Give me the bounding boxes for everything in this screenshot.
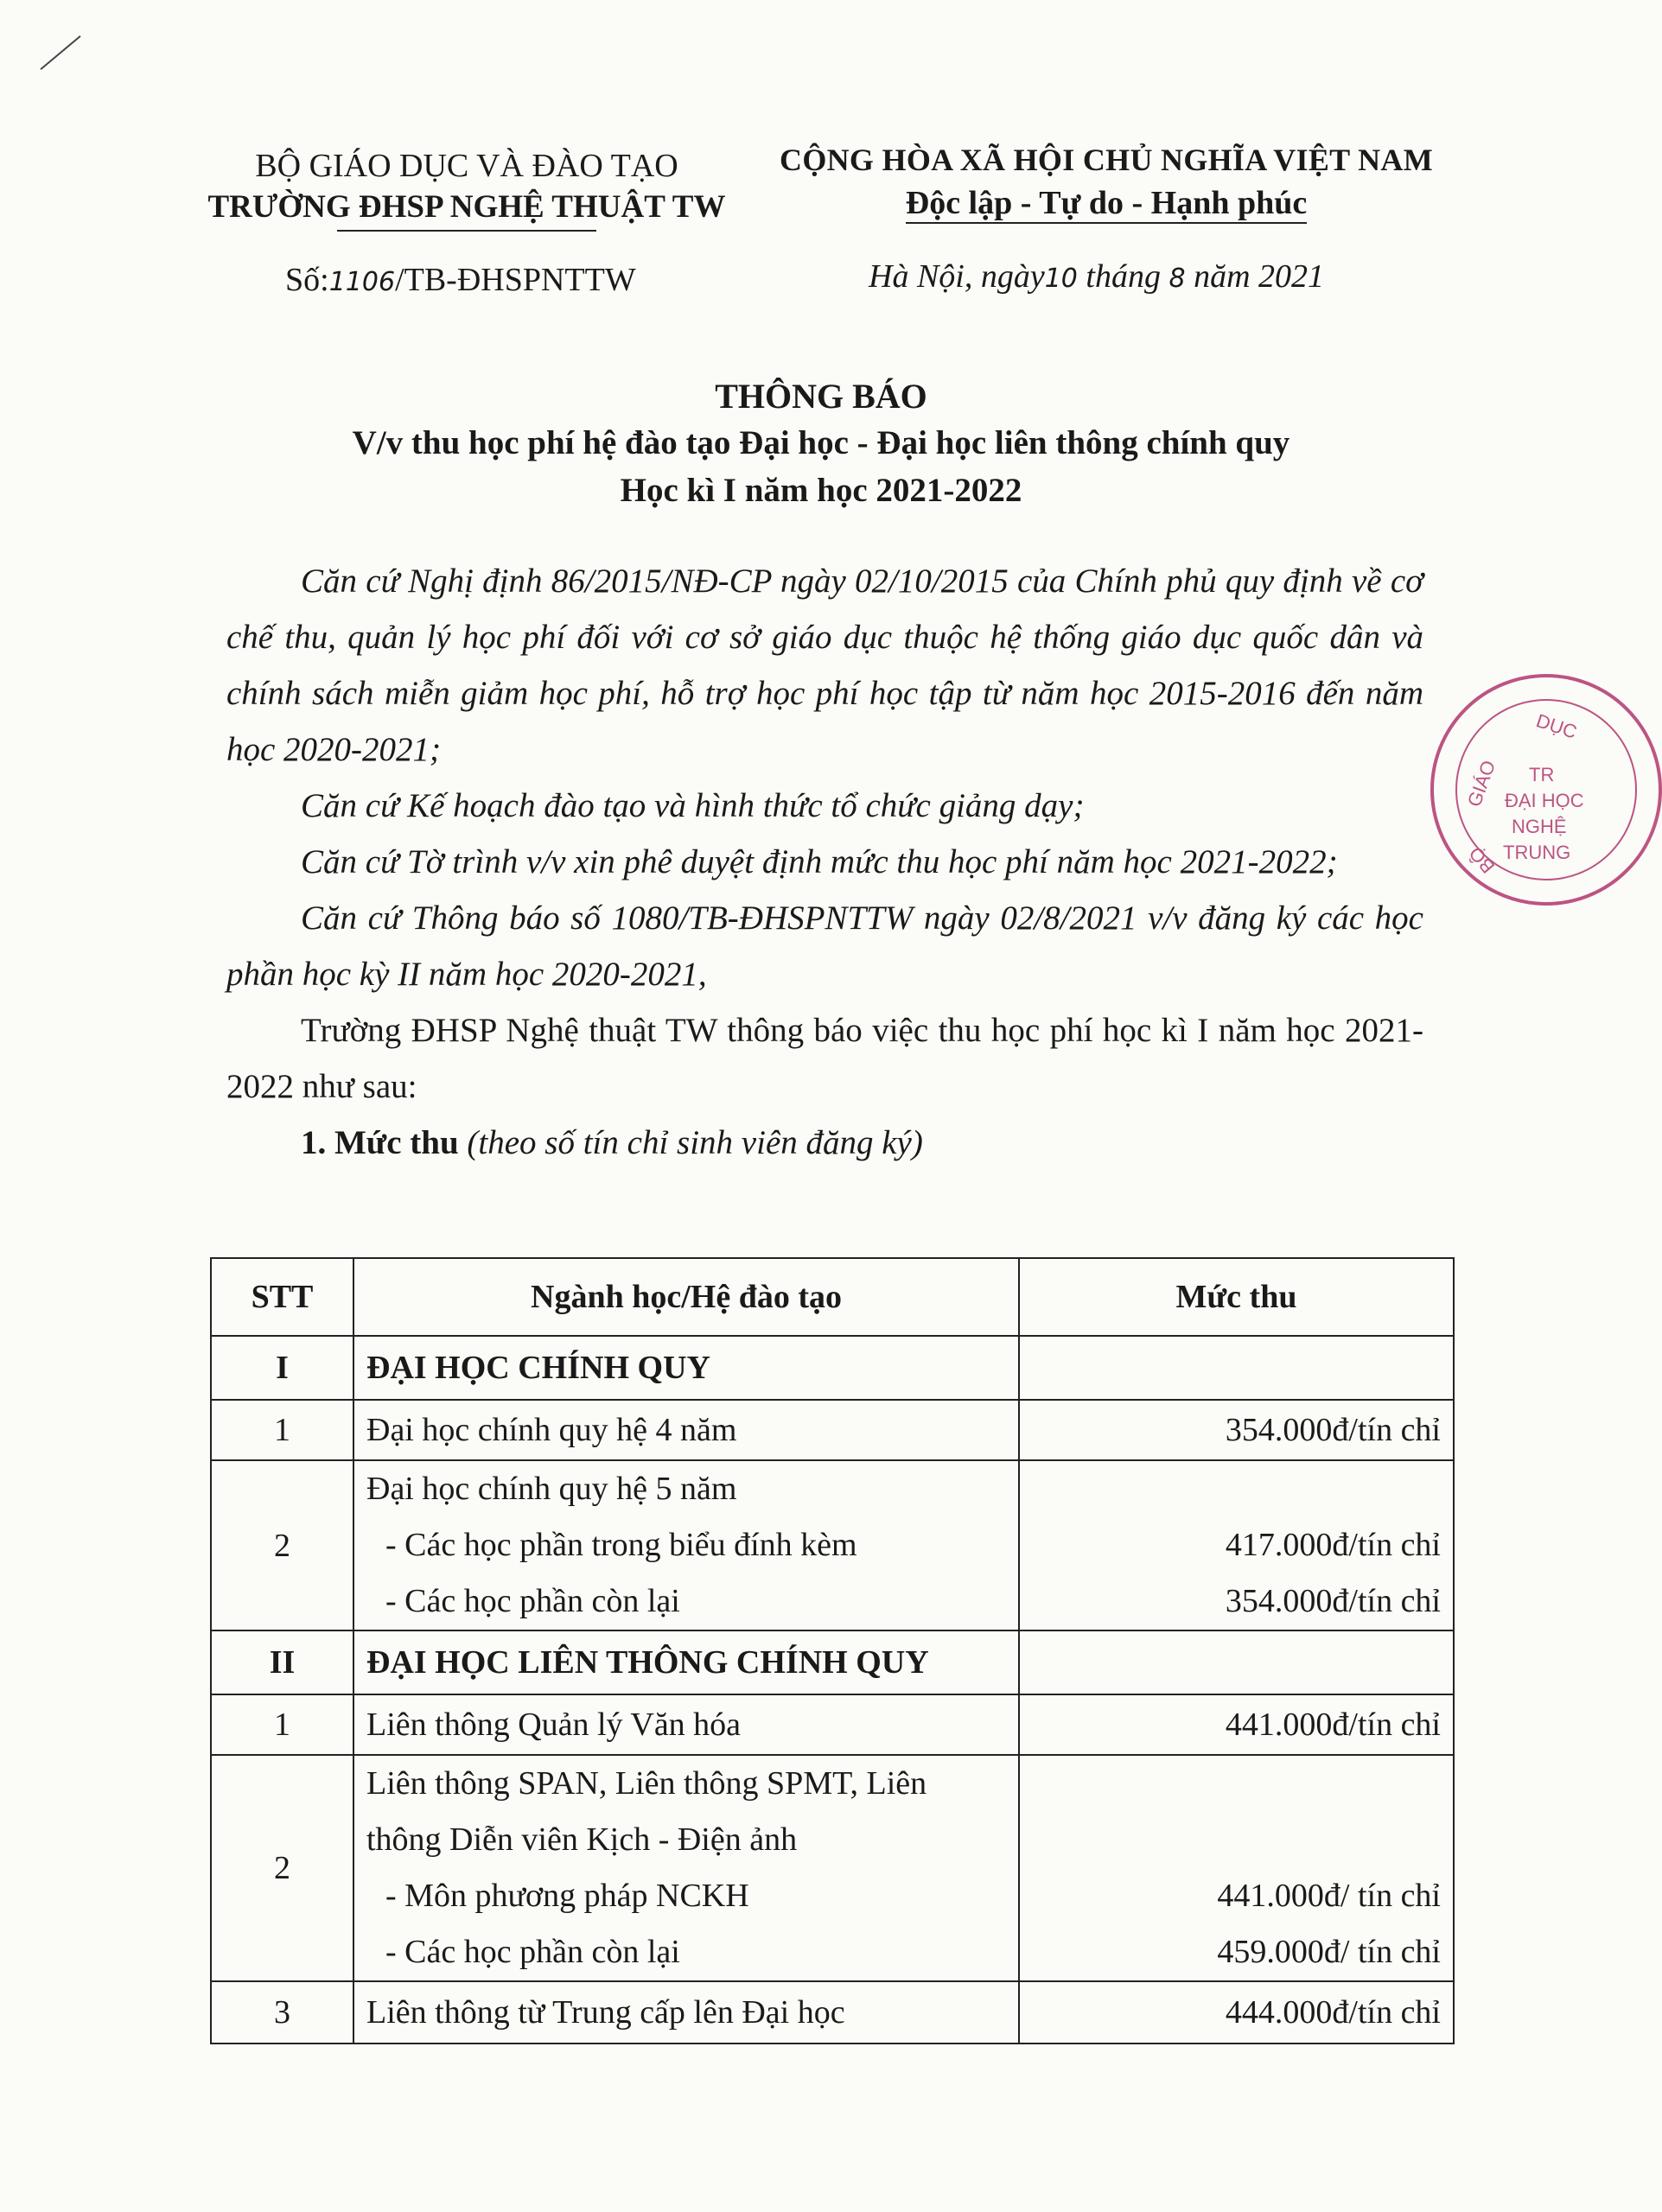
ministry-name: BỘ GIÁO DỤC VÀ ĐÀO TẠO (255, 148, 678, 184)
doc-subject: V/v thu học phí hệ đào tạo Đại học - Đại học liên thông chính quy (352, 424, 1290, 461)
table-section-row (211, 1630, 1454, 1694)
section-fee-empty (1019, 1336, 1454, 1400)
seal-text: BỘ (1464, 842, 1500, 878)
nation-motto: Độc lập - Tự do - Hạnh phúc (906, 184, 1308, 224)
pen-mark (40, 35, 80, 70)
basis-3: Căn cứ Tờ trình v/v xin phê duyệt định mức thu học phí năm học 2021-2022; (301, 843, 1338, 880)
seal-text: ĐẠI HỌC (1505, 790, 1584, 811)
row-fee-blank (1032, 1461, 1441, 1517)
seal-text: DỤC (1533, 709, 1580, 743)
row-name-line: - Môn phương pháp NCKH (385, 1878, 749, 1914)
row-stt: 1 (211, 1400, 353, 1460)
section-name: ĐẠI HỌC LIÊN THÔNG CHÍNH QUY (353, 1630, 1019, 1694)
seal-text: TR (1529, 764, 1555, 785)
date-prefix: Hà Nội, ngày (869, 258, 1045, 295)
basis-2: Căn cứ Kế hoạch đào tạo và hình thức tổ chức giảng dạy; (301, 787, 1085, 824)
row-fee-line: 441.000đ/ tín chỉ (1217, 1878, 1441, 1914)
row-name-line: - Các học phần còn lại (385, 1934, 680, 1970)
row-name: Liên thông từ Trung cấp lên Đại học (353, 1981, 1019, 2044)
header-left (207, 145, 726, 232)
row-name-line: Đại học chính quy hệ 5 năm (366, 1471, 737, 1507)
row-fee-line: 354.000đ/tín chỉ (1225, 1583, 1441, 1619)
header-left-rule (337, 230, 596, 232)
col-header-fee: Mức thu (1019, 1258, 1454, 1336)
row-fee: 441.000đ/tín chỉ (1019, 1694, 1454, 1755)
row-name-line: - Các học phần còn lại (385, 1583, 680, 1619)
header-right (761, 138, 1452, 225)
doc-title: THÔNG BÁO (715, 377, 927, 416)
document-date (869, 257, 1324, 296)
fee-table (210, 1257, 1455, 2044)
row-fee: 444.000đ/tín chỉ (1019, 1981, 1454, 2044)
basis-1: Căn cứ Nghị định 86/2015/NĐ-CP ngày 02/10/2015 của Chính phủ quy định về cơ chế thu, quản lý học phí đối với cơ sở giáo dục thuộc hệ thống giáo dục quốc dân và chính sách miễn giảm học phí, hỗ trợ học phí học tập từ năm học 2015-2016 đến năm học 2020-2021; (226, 563, 1423, 768)
col-header-name: Ngành học/Hệ đào tạo (353, 1258, 1019, 1336)
section-fee-empty (1019, 1630, 1454, 1694)
date-day: 10 (1044, 264, 1078, 294)
row-stt: 2 (211, 1460, 353, 1630)
row-stt: 2 (211, 1755, 353, 1981)
row-fee-blank (1032, 1812, 1441, 1868)
nation-name: CỘNG HÒA XÃ HỘI CHỦ NGHĨA VIỆT NAM (780, 143, 1433, 177)
row-fee-blank (1032, 1756, 1441, 1812)
table-row (211, 1460, 1454, 1630)
row-fee-line: 459.000đ/ tín chỉ (1217, 1934, 1441, 1970)
seal-text: NGHỆ (1512, 816, 1567, 837)
row-stt: 1 (211, 1694, 353, 1755)
row-name-line: thông Diễn viên Kịch - Điện ảnh (366, 1821, 798, 1858)
basis-4: Căn cứ Thông báo số 1080/TB-ĐHSPNTTW ngày 02/8/2021 v/v đăng ký các học phần học kỳ II năm học 2020-2021, (226, 899, 1423, 993)
row-name-line: Liên thông SPAN, Liên thông SPMT, Liên (366, 1765, 927, 1802)
table-row (211, 1694, 1454, 1755)
col-header-stt: STT (211, 1258, 353, 1336)
section-stt: I (211, 1336, 353, 1400)
school-name: TRƯỜNG ĐHSP NGHỆ THUẬT TW (207, 189, 726, 225)
table-row (211, 1981, 1454, 2044)
row-stt: 3 (211, 1981, 353, 2044)
doc-term: Học kì I năm học 2021-2022 (620, 472, 1022, 509)
section-name: ĐẠI HỌC CHÍNH QUY (353, 1336, 1019, 1400)
official-seal (1430, 674, 1662, 906)
section-1-title: 1. Mức thu (301, 1124, 459, 1161)
table-section-row (211, 1336, 1454, 1400)
date-month: 8 (1168, 264, 1186, 294)
row-name (353, 1755, 1019, 1981)
row-name: Liên thông Quản lý Văn hóa (353, 1694, 1019, 1755)
row-name: Đại học chính quy hệ 4 năm (353, 1400, 1019, 1460)
row-fee-line: 417.000đ/tín chỉ (1225, 1527, 1441, 1563)
title-block (216, 373, 1426, 515)
section-1-note: (theo số tín chỉ sinh viên đăng ký) (467, 1124, 923, 1161)
doc-number-suffix: /TB-ĐHSPNTTW (395, 262, 636, 298)
date-month-label: tháng (1086, 258, 1161, 295)
date-year: năm 2021 (1194, 258, 1325, 295)
row-fee (1019, 1755, 1454, 1981)
body-text (226, 553, 1423, 1171)
table-row (211, 1400, 1454, 1460)
table-row (211, 1755, 1454, 1981)
seal-text: TRUNG (1503, 842, 1571, 863)
section-1-heading (226, 1115, 1423, 1171)
doc-number-prefix: Số: (285, 262, 329, 298)
row-fee: 354.000đ/tín chỉ (1019, 1400, 1454, 1460)
table-header-row (211, 1258, 1454, 1336)
doc-number-handwritten: 1106 (328, 267, 396, 297)
row-name (353, 1460, 1019, 1630)
seal-text: GIÁO (1462, 757, 1500, 810)
row-fee (1019, 1460, 1454, 1630)
section-stt: II (211, 1630, 353, 1694)
intro-paragraph: Trường ĐHSP Nghệ thuật TW thông báo việc thu học phí học kì I năm học 2021-2022 như sau: (226, 1012, 1423, 1105)
document-number (285, 261, 636, 299)
row-name-line: - Các học phần trong biểu đính kèm (385, 1527, 857, 1563)
